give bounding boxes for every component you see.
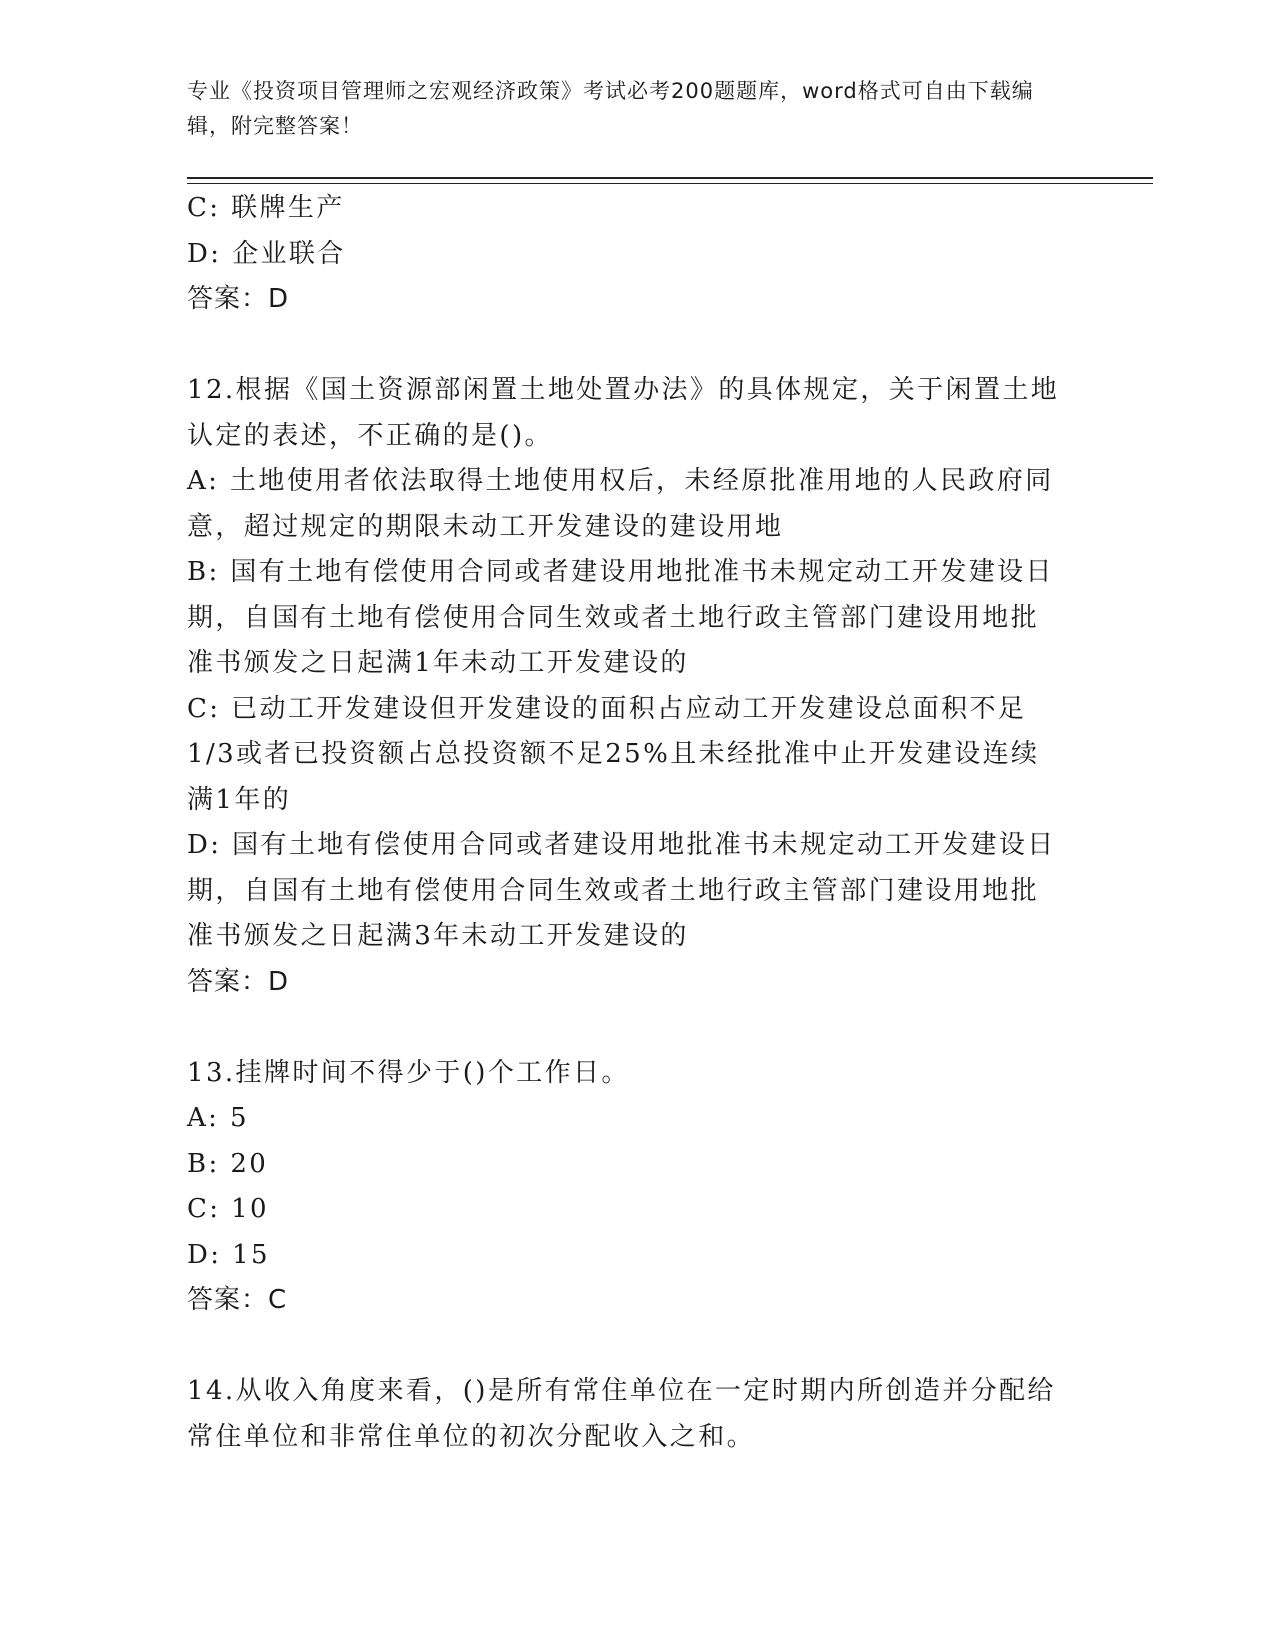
spacer bbox=[187, 1324, 1067, 1370]
document-body bbox=[187, 186, 1067, 1460]
answer: 答案：D bbox=[187, 284, 290, 314]
question-stem: 13.挂牌时间不得少于()个工作日。 bbox=[187, 1057, 630, 1088]
question-11-tail bbox=[187, 186, 1067, 323]
question-stem: 14.从收入角度来看，()是所有常住单位在一定时期内所创造并分配给常住单位和非常住单位的初次分配收入之和。 bbox=[187, 1376, 1056, 1452]
option-c: C: 已动工开发建设但开发建设的面积占应动工开发建设总面积不足1/3或者已投资额占总投资额不足25%且未经批准中止开发建设连续满1年的 bbox=[187, 693, 1040, 815]
option-d: D: 15 bbox=[187, 1239, 270, 1270]
question-13 bbox=[187, 1051, 1067, 1324]
option-c: C: 10 bbox=[187, 1194, 270, 1224]
header-rule-thin bbox=[187, 183, 1153, 184]
option-d: D: 企业联合 bbox=[187, 238, 346, 269]
option-a: A: 土地使用者依法取得土地使用权后，未经原批准用地的人民政府同意，超过规定的期限未动工开发建设的建设用地 bbox=[187, 466, 1054, 542]
question-14 bbox=[187, 1369, 1067, 1460]
option-c: C: 联牌生产 bbox=[187, 193, 345, 223]
document-header bbox=[187, 74, 1067, 144]
answer: 答案：C bbox=[187, 1285, 288, 1315]
spacer bbox=[187, 1005, 1067, 1051]
header-text: 专业《投资项目管理师之宏观经济政策》考试必考200题题库，word格式可自由下载编辑，附完整答案！ bbox=[187, 79, 1034, 138]
option-a: A: 5 bbox=[187, 1103, 249, 1133]
option-b: B: 国有土地有偿使用合同或者建设用地批准书未规定动工开发建设日期，自国有土地有偿使用合同生效或者土地行政主管部门建设用地批准书颁发之日起满1年未动工开发建设的 bbox=[187, 557, 1054, 678]
question-12 bbox=[187, 368, 1067, 1005]
option-d: D: 国有土地有偿使用合同或者建设用地批准书未规定动工开发建设日期，自国有土地有偿使用合同生效或者土地行政主管部门建设用地批准书颁发之日起满3年未动工开发建设的 bbox=[187, 830, 1056, 951]
answer: 答案：D bbox=[187, 966, 290, 997]
option-b: B: 20 bbox=[187, 1148, 269, 1179]
spacer bbox=[187, 323, 1067, 369]
question-stem: 12.根据《国土资源部闲置土地处置办法》的具体规定，关于闲置土地认定的表述，不正确的是()。 bbox=[187, 375, 1060, 451]
header-rule-thick bbox=[187, 177, 1153, 179]
